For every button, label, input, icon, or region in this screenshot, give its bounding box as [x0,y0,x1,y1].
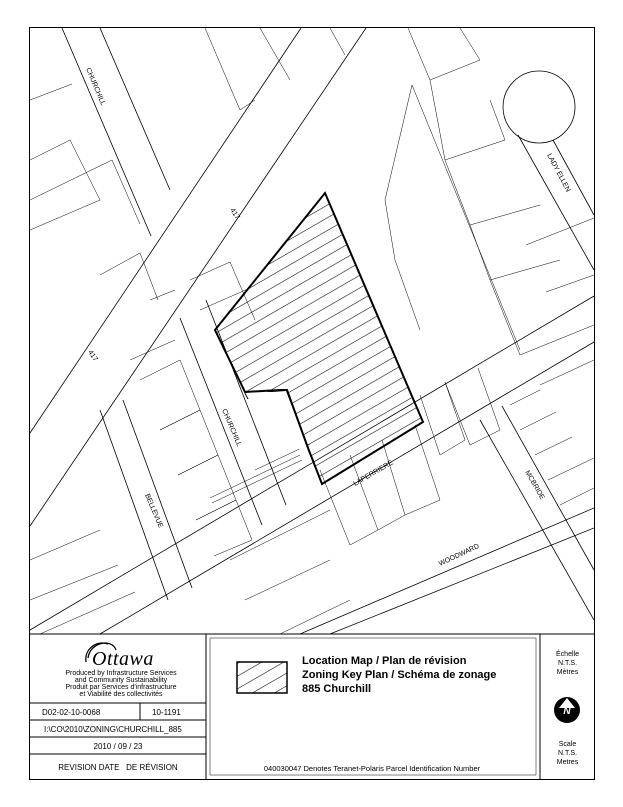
woodward-drive [300,508,594,634]
revision-date-value: 2010 / 09 / 23 [93,742,143,751]
street-label-lady-ellen: LADY ELLEN [545,152,572,194]
parcel-id-note: 040030047 Denotes Teranet-Polaris Parcel Identification Number [263,764,481,773]
producer-fr-line1: Produit par Services d'infrastructure [65,684,177,691]
churchill-street-north [62,28,170,236]
file-path: I:\CO\2010\ZONING\CHURCHILL_885 [44,725,182,734]
scale-en-line3: Metres [556,759,579,766]
legend-hatch-swatch [237,662,287,693]
street-label-churchill-south: CHURCHILL [220,408,243,448]
scale-fr-line2: N.T.S. [557,660,578,667]
map-title-line1: Location Map / Plan de révision [302,655,467,667]
subject-site-885-churchill [215,193,423,484]
map-title-line3: 885 Churchill [302,683,372,695]
producer-fr-line2: et Viabilité des collectivités [79,691,163,698]
revision-date-label: REVISION DATE DE RÉVISION [58,763,178,772]
street-label-417-upper: 417 [228,207,241,221]
file-number: D02-02-10-0068 [42,708,101,717]
ottawa-logo-text: Ottawa [92,648,154,670]
street-label-mcbride: MCBRIDE [523,469,546,501]
scale-fr-line3: Mètres [556,669,579,676]
street-label-churchill-north: CHURCHILL [84,67,107,107]
map-title-line2: Zoning Key Plan / Schéma de zonage [302,669,497,681]
north-arrow-letter: N [563,706,571,717]
street-label-417-lower: 417 [86,349,99,363]
street-label-woodward: WOODWARD [437,543,481,568]
scale-en-line2: N.T.S. [557,750,578,757]
producer-en-line2: and Community Sustainability [74,677,168,684]
mcbride-street [480,406,594,620]
map-number: 10-1191 [152,708,181,717]
scale-fr-line1: Échelle [556,651,579,658]
lady-ellen-place [503,71,594,270]
scale-en-line1: Scale [558,741,577,748]
producer-en-line1: Produced by Infrastructure Services [65,670,177,677]
street-label-bellevue: BELLEVUE [143,493,164,530]
street-label-laperriere: LAPERRIERE [352,459,395,488]
